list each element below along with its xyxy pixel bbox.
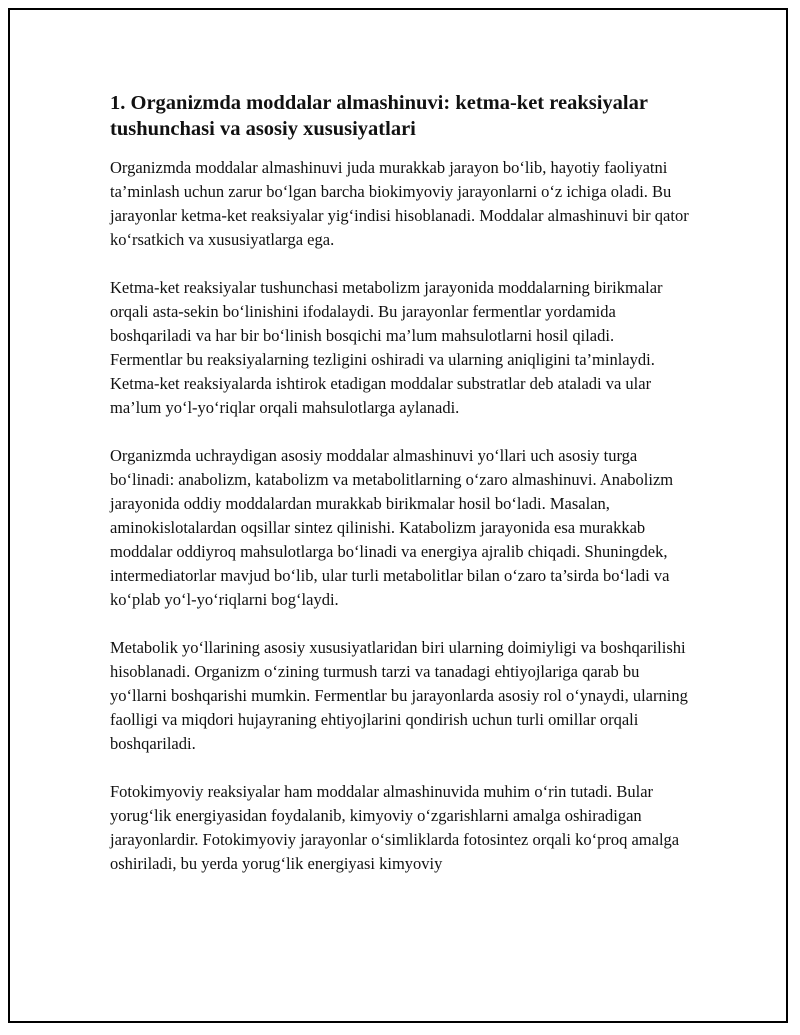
paragraph-2: Ketma-ket reaksiyalar tushunchasi metabolizm jarayonida moddalarning birikmalar orqali asta-sekin bo‘linishini ifodalaydi. Bu jarayonlar fermentlar yordamida boshqariladi va har bir bo‘linish bosqichi ma’lum mahsulotlarni hosil qiladi. Fermentlar bu reaksiyalarning tezligini oshiradi va ularning aniqligini ta’minlaydi. Ketma-ket reaksiyalarda ishtirok etadigan moddalar substratlar deb ataladi va ular ma’lum yo‘l-yo‘riqlar orqali mahsulotlarga aylanadi. <box>110 278 663 417</box>
paragraph-1: Organizmda moddalar almashinuvi juda murakkab jarayon bo‘lib, hayotiy faoliyatni ta’minlash uchun zarur bo‘lgan barcha biokimyoviy jarayonlarni o‘z ichiga oladi. Bu jarayonlar ketma-ket reaksiyalar yig‘indisi hisoblanadi. Moddalar almashinuvi bir qator ko‘rsatkich va xususiyatlarga ega. <box>110 158 689 249</box>
paragraph-3: Organizmda uchraydigan asosiy moddalar almashinuvi yo‘llari uch asosiy turga bo‘linadi: anabolizm, katabolizm va metabolitlarning o‘zaro almashinuvi. Anabolizm jarayonida oddiy moddalardan murakkab birikmalar hosil bo‘ladi. Masalan, aminokislotalardan oqsillar sintez qilinishi. Katabolizm jarayonida esa murakkab moddalar oddiyroq mahsulotlarga bo‘linadi va energiya ajralib chiqadi. Shuningdek, intermediatorlar mavjud bo‘lib, ular turli metabolitlar bilan o‘zaro ta’sirda bo‘ladi va ko‘plab yo‘l-yo‘riqlarni bog‘laydi. <box>110 446 674 609</box>
paragraph-4: Metabolik yo‘llarining asosiy xususiyatlaridan biri ularning doimiyligi va boshqarilishi hisoblanadi. Organizm o‘zining turmush tarzi va tanadagi ehtiyojlariga qarab bu yo‘llarni boshqarishi mumkin. Fermentlar bu jarayonlarda asosiy rol o‘ynaydi, ularning faolligi va miqdori hujayraning ehtiyojlarini qondirish uchun turli omillar orqali boshqariladi. <box>110 638 688 753</box>
section-heading: 1. Organizmda moddalar almashinuvi: ketma-ket reaksiyalar tushunchasi va asosiy xususiyatlari <box>110 92 648 140</box>
document-body <box>110 90 690 900</box>
paragraph-5: Fotokimyoviy reaksiyalar ham moddalar almashinuvida muhim o‘rin tutadi. Bular yorug‘lik energiyasidan foydalanib, kimyoviy o‘zgarishlarni amalga oshiradigan jarayonlardir. Fotokimyoviy jarayonlar o‘simliklarda fotosintez orqali ko‘proq amalga oshiriladi, bu yerda yorug‘lik energiyasi kimyoviy <box>110 782 680 873</box>
